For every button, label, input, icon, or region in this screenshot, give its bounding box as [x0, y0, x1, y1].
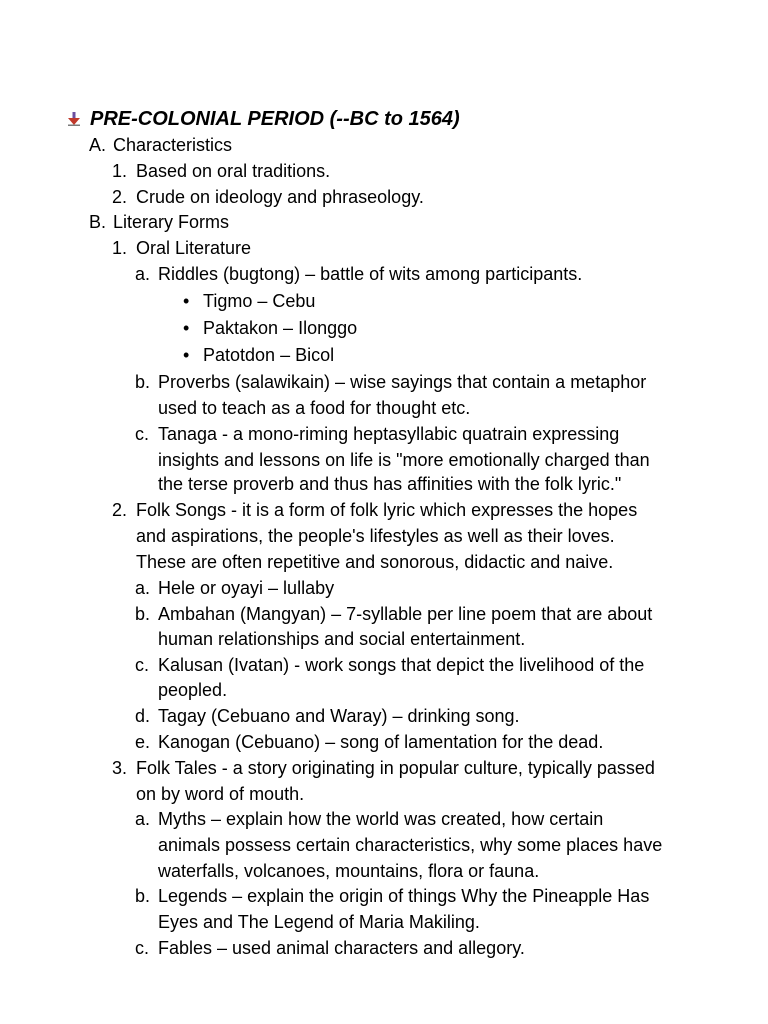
list-item-folk-tales: [112, 755, 655, 781]
list-text: Folk Tales - a story originating in popular culture, typically passed: [136, 758, 655, 778]
list-marker: 2.: [112, 500, 128, 520]
sublist-item: [135, 575, 334, 601]
list-item-oral-literature: [112, 235, 251, 261]
sublist-item: [135, 601, 652, 627]
sublist-text: Ambahan (Mangyan) – 7-syllable per line poem that are about: [158, 604, 653, 624]
sublist-text: Myths – explain how the world was created, how certain: [158, 809, 604, 829]
sublist-marker: c.: [135, 655, 150, 675]
list-item: [112, 184, 424, 210]
list-text: Crude on ideology and phraseology.: [136, 187, 424, 207]
list-continuation: These are often repetitive and sonorous, didactic and naive.: [136, 552, 614, 572]
list-item-folk-songs: [112, 497, 637, 523]
list-text: Folk Songs - it is a form of folk lyric which expresses the hopes: [136, 500, 638, 520]
sublist-text: Kalusan (Ivatan) - work songs that depict the livelihood of the: [158, 655, 645, 675]
sublist-marker: d.: [135, 706, 151, 726]
list-marker: 2.: [112, 187, 128, 207]
sublist-text: Tanaga - a mono-riming heptasyllabic quatrain expressing: [158, 424, 620, 444]
list-continuation: on by word of mouth.: [136, 784, 305, 804]
sublist-item: [135, 729, 603, 755]
heading-text: PRE-COLONIAL PERIOD (--BC to 1564): [90, 108, 460, 130]
outline-title: Characteristics: [113, 135, 233, 155]
outline-marker: A.: [89, 135, 107, 155]
sublist-continuation: Eyes and The Legend of Maria Makiling.: [158, 912, 480, 932]
sublist-item-tanaga: [135, 421, 619, 447]
sublist-text: Tagay (Cebuano and Waray) – drinking song.: [158, 706, 520, 726]
bullet-dot: •: [183, 291, 190, 311]
sublist-text: Kanogan (Cebuano) – song of lamentation for the dead.: [158, 732, 604, 752]
outline-title: Literary Forms: [113, 212, 230, 232]
sublist-continuation: the terse proverb and thus has affinities with the folk lyric.": [158, 474, 622, 494]
sublist-text: Hele or oyayi – lullaby: [158, 578, 335, 598]
sublist-item: [135, 806, 603, 832]
outline-item-a: [89, 132, 232, 158]
sublist-marker: a.: [135, 578, 151, 598]
sublist-marker: e.: [135, 732, 151, 752]
bullet-item: Patotdon – Bicol: [203, 345, 335, 365]
outline-item-b: [89, 209, 229, 235]
list-marker: 3.: [112, 758, 128, 778]
sublist-continuation: insights and lessons on life is "more emotionally charged than: [158, 450, 650, 470]
sublist-marker: a.: [135, 264, 151, 284]
sublist-continuation: animals possess certain characteristics, why some places have: [158, 835, 663, 855]
list-marker: 1.: [112, 238, 128, 258]
sublist-marker: c.: [135, 424, 150, 444]
list-text: Oral Literature: [136, 238, 252, 258]
bullet-dot: •: [183, 318, 190, 338]
sublist-marker: b.: [135, 372, 151, 392]
sublist-item: [135, 652, 644, 678]
sublist-continuation: used to teach as a food for thought etc.: [158, 398, 471, 418]
sublist-item-riddles: [135, 261, 582, 287]
bullet-item: Tigmo – Cebu: [203, 291, 316, 311]
list-marker: 1.: [112, 161, 128, 181]
sublist-text: Proverbs (salawikain) – wise sayings that contain a metaphor: [158, 372, 647, 392]
outline-marker: B.: [89, 212, 107, 232]
sublist-marker: b.: [135, 886, 151, 906]
list-continuation: and aspirations, the people's lifestyles as well as their loves.: [136, 526, 615, 546]
sublist-continuation: waterfalls, volcanoes, mountains, flora or fauna.: [158, 861, 540, 881]
sublist-marker: c.: [135, 938, 150, 958]
section-heading: [68, 106, 460, 132]
bullet-item: Paktakon – Ilonggo: [203, 318, 358, 338]
sublist-item: [135, 935, 525, 961]
sublist-marker: b.: [135, 604, 151, 624]
sublist-marker: a.: [135, 809, 151, 829]
sublist-continuation: peopled.: [158, 680, 228, 700]
sublist-text: Legends – explain the origin of things Why the Pineapple Has: [158, 886, 650, 906]
list-text: Based on oral traditions.: [136, 161, 331, 181]
sublist-text: Riddles (bugtong) – battle of wits among participants.: [158, 264, 583, 284]
sublist-item: [135, 883, 649, 909]
bullet-dot: •: [183, 345, 190, 365]
sublist-item-proverbs: [135, 369, 646, 395]
sublist-continuation: human relationships and social entertainment.: [158, 629, 526, 649]
arrow-down-bullet-icon: [68, 112, 80, 126]
sublist-item: [135, 703, 520, 729]
sublist-text: Fables – used animal characters and allegory.: [158, 938, 525, 958]
list-item: [112, 158, 330, 184]
